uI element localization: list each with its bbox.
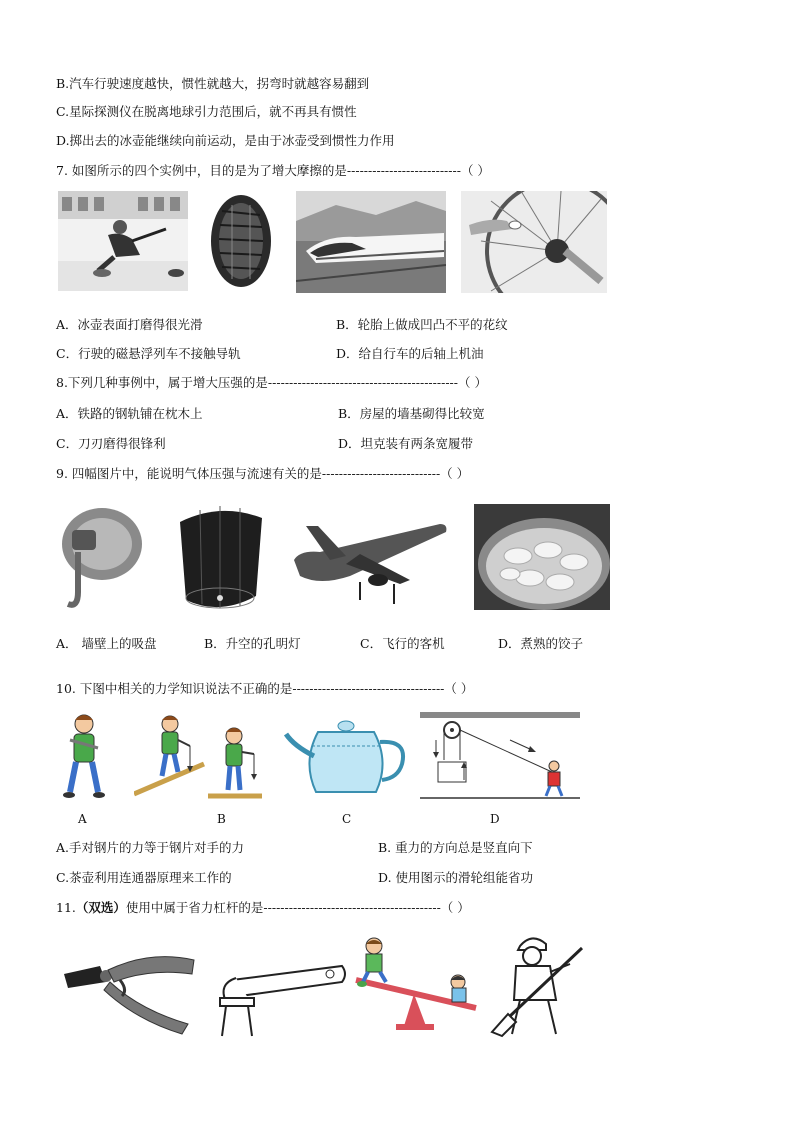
teapot-figure bbox=[284, 712, 408, 800]
q6-option-d: D.掷出去的冰壶能继续向前运动，是由于冰壶受到惯性力作用 bbox=[56, 133, 395, 148]
q9-option-c: C．飞行的客机 bbox=[360, 636, 445, 651]
q6-option-c: C.星际探测仪在脱离地球引力范围后，就不再具有惯性 bbox=[56, 104, 357, 119]
q7-option-d: D．给自行车的后轴上机油 bbox=[336, 346, 484, 361]
q7-option-b: B．轮胎上做成凹凸不平的花纹 bbox=[336, 317, 508, 332]
q10-fig-label-b: B bbox=[217, 812, 226, 826]
q9-option-d: D．煮熟的饺子 bbox=[498, 636, 584, 651]
q7-option-a: A．冰壶表面打磨得很光滑 bbox=[56, 317, 203, 332]
wire-stripper-figure bbox=[60, 940, 200, 1036]
gravity-direction-figure bbox=[134, 710, 264, 800]
q8-stem: 8.下列几种事例中，属于增大压强的是---------------------------------------------（ ） bbox=[56, 375, 487, 390]
pulley-system-figure bbox=[420, 710, 580, 800]
q9-option-b: B．升空的孔明灯 bbox=[204, 636, 301, 651]
boy-bending-steel-figure bbox=[58, 710, 110, 800]
maglev-train-photo bbox=[296, 191, 446, 293]
q8-option-c: C．刀刃磨得很锋利 bbox=[56, 436, 166, 451]
dumplings-photo bbox=[474, 504, 610, 610]
q8-option-d: D．坦克装有两条宽履带 bbox=[338, 436, 474, 451]
q10-fig-label-c: C bbox=[342, 812, 352, 826]
bicycle-axle-photo bbox=[461, 191, 607, 293]
q10-fig-label-a: A bbox=[78, 812, 87, 826]
q9-option-a: A． 墙壁上的吸盘 bbox=[56, 636, 157, 651]
q9-stem: 9. 四幅图片中，能说明气体压强与流速有关的是----------------------------（ ） bbox=[56, 466, 470, 481]
q10-option-c: C.茶壶利用连通器原理来工作的 bbox=[56, 870, 232, 885]
q10-option-b: B. 重力的方向总是竖直向下 bbox=[378, 840, 533, 855]
q10-fig-label-d: D bbox=[490, 812, 500, 826]
q11-stem-text: 使用中属于省力杠杆的是------------------------------------------（ ） bbox=[125, 900, 470, 915]
suction-cup-photo bbox=[58, 500, 148, 620]
kongming-lantern-photo bbox=[170, 500, 270, 618]
airplane-photo bbox=[290, 520, 450, 616]
q11-number: 11. bbox=[56, 900, 76, 915]
worker-shovel-figure bbox=[486, 930, 590, 1040]
q8-option-b: B．房屋的墙基砌得比较宽 bbox=[338, 406, 485, 421]
q8-option-a: A．铁路的钢轨铺在枕木上 bbox=[56, 406, 203, 421]
q11-stem bbox=[56, 900, 470, 916]
q6-option-b: B.汽车行驶速度越快，惯性就越大，拐弯时就越容易翻到 bbox=[56, 76, 370, 91]
q11-double-choice-tag: （双选） bbox=[75, 900, 126, 915]
q7-option-c: C．行驶的磁悬浮列车不接触导轨 bbox=[56, 346, 241, 361]
bottle-opener-lever-figure bbox=[212, 958, 348, 1038]
q7-stem: 7. 如图所示的四个实例中，目的是为了增大摩擦的是---------------------------（ ） bbox=[56, 163, 490, 178]
curling-photo bbox=[58, 191, 188, 291]
q10-option-d: D. 使用图示的滑轮组能省功 bbox=[378, 870, 534, 885]
q10-option-a: A.手对钢片的力等于钢片对手的力 bbox=[56, 840, 245, 855]
seesaw-figure bbox=[352, 936, 482, 1032]
tire-photo bbox=[202, 191, 280, 291]
q10-stem: 10. 下图中相关的力学知识说法不正确的是------------------------------------（ ） bbox=[56, 681, 474, 696]
